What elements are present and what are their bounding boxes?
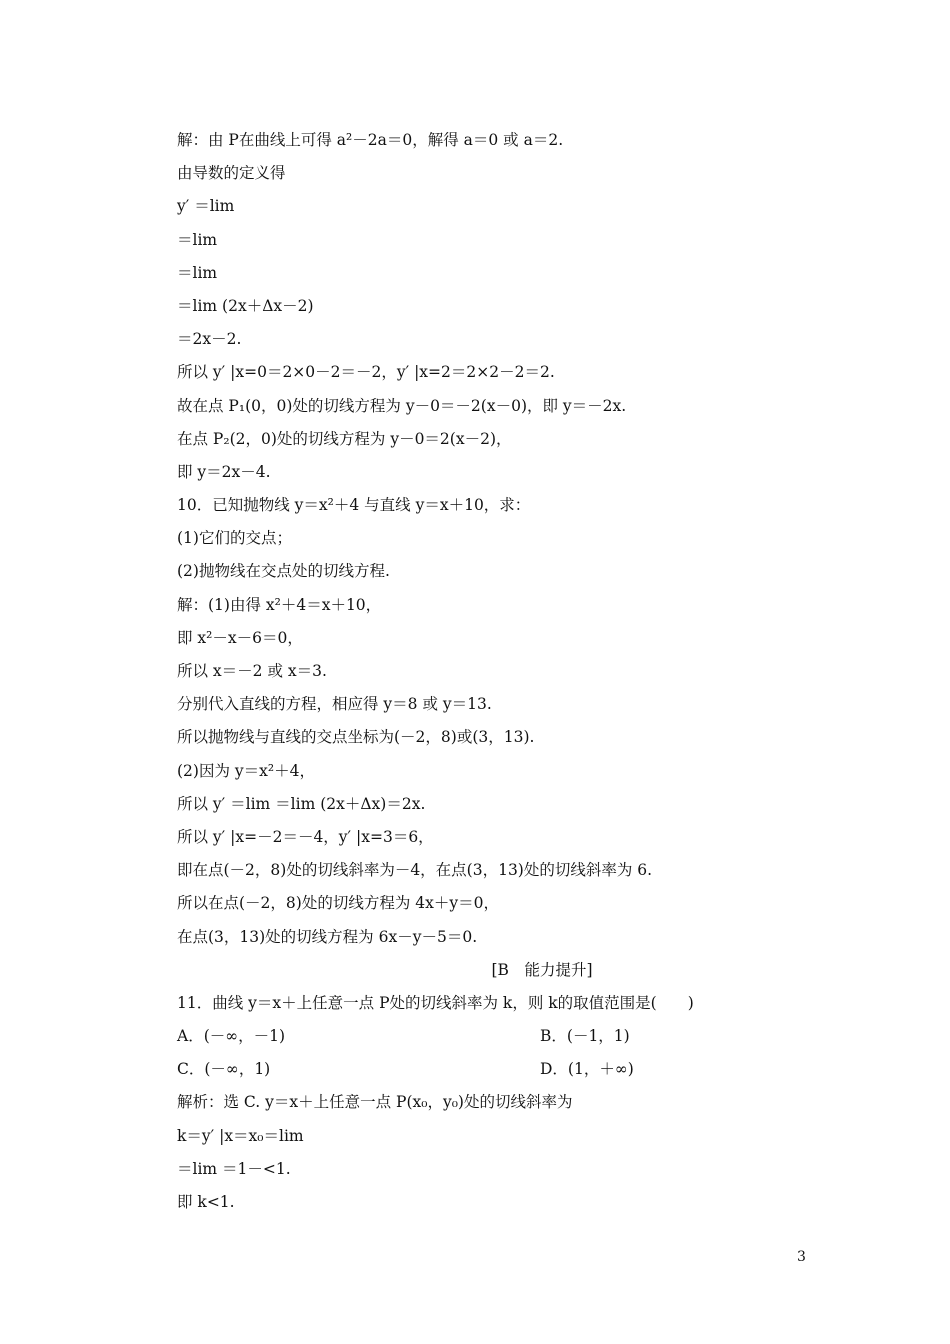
question-10-stem: 10．已知抛物线 y＝x²＋4 与直线 y＝x＋10，求： [177,496,531,515]
options-row-1 [177,1020,877,1053]
option-c: C．(－∞，1) [177,1060,271,1079]
text-line: 即在点(－2，8)处的切线斜率为－4，在点(3，13)处的切线斜率为 6. [177,861,653,880]
text-line: 所以在点(－2，8)处的切线方程为 4x＋y＝0， [177,894,499,913]
text-line: y′ ＝lim [177,197,235,216]
text-line: 所以抛物线与直线的交点坐标为(－2，8)或(3，13). [177,728,535,747]
text-line: ＝lim [177,230,218,249]
text-line: 即 x²－x－6＝0， [177,628,303,647]
text-line: 即 y＝2x－4. [177,462,271,481]
question-11-stem: 11．曲线 y＝x＋上任意一点 P处的切线斜率为 k，则 k的取值范围是( ) [177,993,694,1012]
solution-line: 解析：选 C. y＝x＋上任意一点 P(x₀，y₀)处的切线斜率为 [177,1093,573,1112]
option-a: A．(－∞，－1) [177,1027,286,1046]
text-line: (2)抛物线在交点处的切线方程. [177,562,390,581]
text-line: ＝lim (2x＋Δx－2) [177,296,314,315]
section-heading: [B 能力提升] [491,960,593,979]
page-number: 3 [797,1249,806,1265]
text-line: 解：由 P在曲线上可得 a²－2a＝0，解得 a＝0 或 a＝2. [177,131,564,149]
text-line: 故在点 P₁(0，0)处的切线方程为 y－0＝－2(x－0)，即 y＝－2x. [177,396,627,415]
option-d: D．(1，＋∞) [540,1060,634,1079]
text-line: 所以 y′ ＝lim ＝lim (2x＋Δx)＝2x. [177,794,426,813]
text-line: 所以 y′ |x=0＝2×0－2＝－2，y′ |x=2＝2×2－2＝2. [177,363,555,382]
text-line: (1)它们的交点； [177,529,292,548]
solution-line: k＝y′ |x＝x₀＝lim [177,1126,304,1145]
option-b: B．(－1，1) [540,1027,630,1046]
solution-line: ＝lim ＝1－<1. [177,1159,291,1178]
text-line: 所以 x＝－2 或 x＝3. [177,662,327,680]
text-line: 所以 y′ |x=－2＝－4，y′ |x=3＝6， [177,827,434,846]
text-line: ＝lim [177,263,218,282]
options-row-2 [177,1053,877,1086]
text-line: 在点(3，13)处的切线方程为 6x－y－5＝0. [177,927,478,946]
text-line: (2)因为 y＝x²＋4， [177,761,315,780]
text-line: 解：(1)由得 x²＋4＝x＋10， [177,595,382,614]
text-line: 在点 P₂(2，0)处的切线方程为 y－0＝2(x－2)， [177,429,512,448]
solution-line: 即 k<1. [177,1193,235,1211]
text-line: 由导数的定义得 [177,164,286,183]
document-body [177,124,877,1219]
text-line: ＝2x－2. [177,330,242,349]
text-line: 分别代入直线的方程，相应得 y＝8 或 y＝13. [177,695,492,714]
